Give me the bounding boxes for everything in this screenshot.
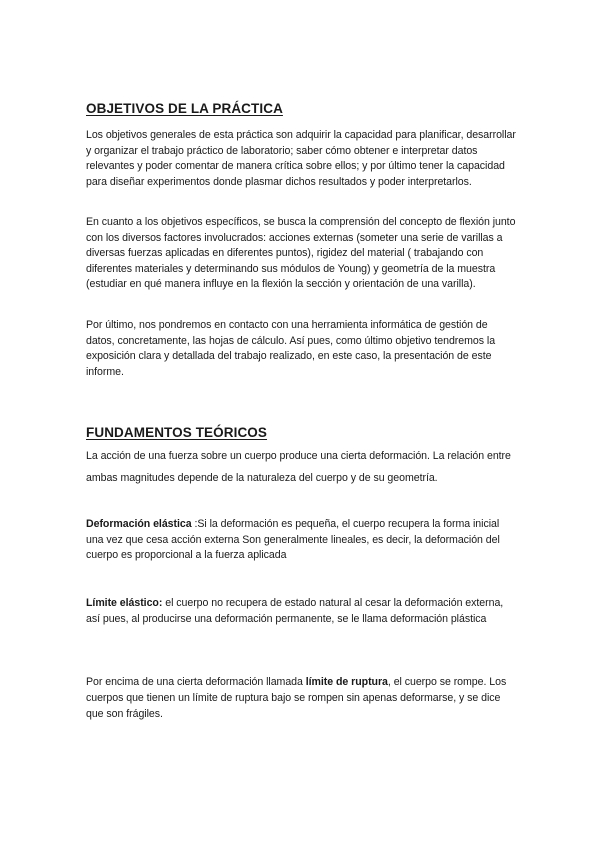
paragraph-objetivos-especificos: En cuanto a los objetivos específicos, se busca la comprensión del concepto de flexión junto con los diversos factores involucrados: acciones externas (someter una serie de varillas a diversas fuerzas aplicadas en diferentes puntos), rigidez del material ( trabajando con diferentes materiales y determinando sus módulos de Young) y geometría de la muestra (estudiar en qué manera influye en la flexión la sección y orientación de una varilla). (86, 216, 516, 291)
paragraph-herramienta-informatica: Por último, nos pondremos en contacto con una herramienta informática de gestión de datos, concretamente, las hojas de cálculo. Así pues, como último objetivo tendremos la exposición clara y detallada del trabajo realizado, en este caso, la presentación de este informe. (86, 319, 496, 378)
definition-limite-ruptura-intro: Por encima de una cierta deformación llamada (86, 676, 306, 688)
term-deformacion-elastica: Deformación elástica (86, 518, 192, 530)
definition-limite-ruptura: , el cuerpo se rompe. Los cuerpos que tienen un límite de ruptura bajo se rompen sin apenas deformarse, y se dice que son frágiles. (86, 676, 507, 720)
term-limite-ruptura: límite de ruptura (305, 676, 388, 688)
paragraph-limite-ruptura (86, 675, 518, 722)
term-limite-elastico: Límite elástico: (86, 597, 163, 609)
definition-limite-elastico: el cuerpo no recupera de estado natural al cesar la deformación externa, así pues, al producirse una deformación permanente, se le llama deformación plástica (86, 597, 504, 625)
section-title-fundamentos: FUNDAMENTOS TEÓRICOS (86, 425, 268, 440)
paragraph-objetivos-generales: Los objetivos generales de esta práctica son adquirir la capacidad para planificar, desarrollar y organizar el trabajo práctico de laboratorio; saber cómo obtener e interpretar datos relevantes y poder comentar de manera crítica sobre ellos; y por último tener la capacidad para diseñar experimentos donde plasmar dichos resultados y poder interpretarlos. (86, 129, 516, 188)
section-title-objetivos: OBJETIVOS DE LA PRÁCTICA (86, 101, 283, 116)
paragraph-deformacion-elastica (86, 517, 518, 564)
paragraph-limite-elastico (86, 596, 518, 627)
paragraph-intro-deformacion: La acción de una fuerza sobre un cuerpo produce una cierta deformación. La relación entre ambas magnitudes depende de la naturaleza del cuerpo y de su geometría. (86, 450, 511, 484)
definition-deformacion-elastica: :Si la deformación es pequeña, el cuerpo recupera la forma inicial una vez que cesa acción externa Son generalmente lineales, es decir, la deformación del cuerpo es proporcional a la fuerza aplicada (86, 518, 500, 562)
